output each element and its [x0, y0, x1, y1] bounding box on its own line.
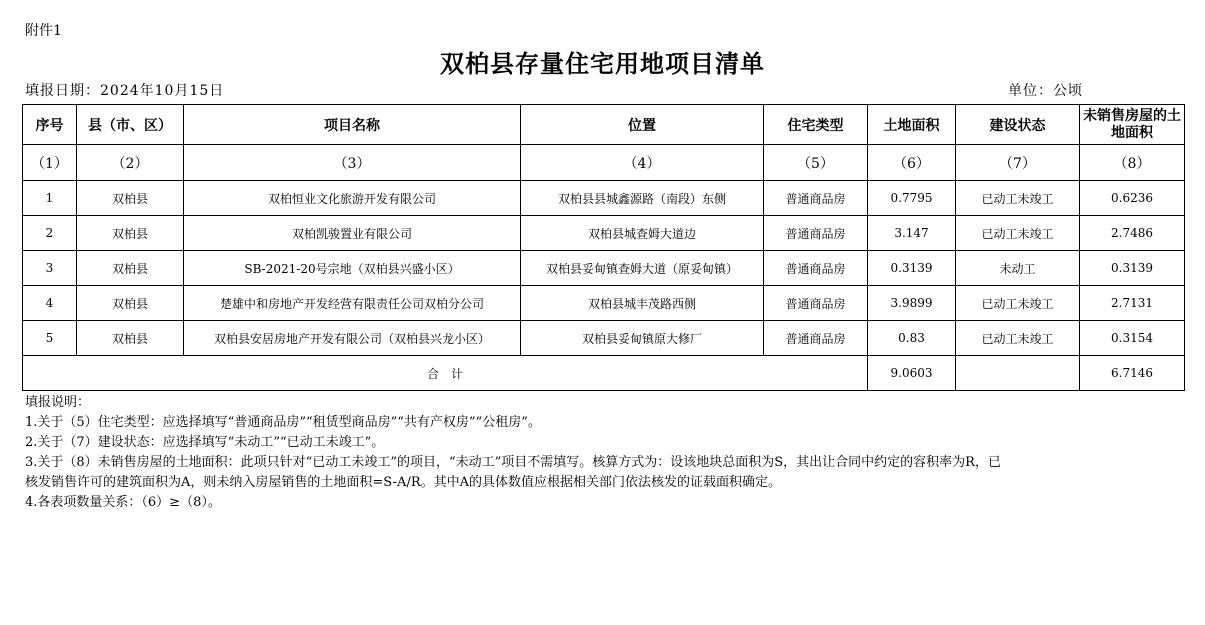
- cell-status: 已动工未竣工: [956, 216, 1080, 251]
- cell-unsold-area: 0.3139: [1080, 251, 1185, 286]
- cell-housing-type: 普通商品房: [764, 286, 868, 321]
- note-item: 核发销售许可的建筑面积为A，则未纳入房屋销售的土地面积=S-A/R。其中A的具体数值应根据相关部门依法核发的证载面积确定。: [25, 475, 782, 490]
- table-row: [23, 286, 1185, 321]
- cell-location: 双柏县县城鑫源路（南段）东侧: [521, 181, 764, 216]
- cell-county: 双柏县: [77, 251, 184, 286]
- header-cell: 未销售房屋的土地面积: [1080, 105, 1185, 145]
- index-cell: （5）: [764, 145, 868, 181]
- index-cell: （4）: [521, 145, 764, 181]
- cell-county: 双柏县: [77, 321, 184, 356]
- cell-index: 5: [23, 321, 77, 356]
- cell-project-name: 楚雄中和房地产开发经营有限责任公司双柏分公司: [184, 286, 521, 321]
- cell-county: 双柏县: [77, 216, 184, 251]
- table-row: [23, 181, 1185, 216]
- table-row: [23, 251, 1185, 286]
- total-land-area: 9.0603: [868, 356, 956, 391]
- cell-land-area: 0.83: [868, 321, 956, 356]
- header-cell: 建设状态: [956, 105, 1080, 145]
- cell-land-area: 0.7795: [868, 181, 956, 216]
- header-cell: 土地面积: [868, 105, 956, 145]
- index-cell: （3）: [184, 145, 521, 181]
- cell-index: 4: [23, 286, 77, 321]
- cell-project-name: 双柏凯骏置业有限公司: [184, 216, 521, 251]
- header-cell: 序号: [23, 105, 77, 145]
- cell-location: 双柏县城丰茂路西侧: [521, 286, 764, 321]
- table-row: [23, 321, 1185, 356]
- cell-index: 3: [23, 251, 77, 286]
- total-label: 合 计: [23, 356, 868, 391]
- cell-unsold-area: 2.7131: [1080, 286, 1185, 321]
- header-cell: 县（市、区）: [77, 105, 184, 145]
- cell-location: 双柏县城查姆大道边: [521, 216, 764, 251]
- cell-unsold-area: 2.7486: [1080, 216, 1185, 251]
- cell-county: 双柏县: [77, 286, 184, 321]
- header-cell: 住宅类型: [764, 105, 868, 145]
- cell-index: 1: [23, 181, 77, 216]
- cell-location: 双柏县妥甸镇原大修厂: [521, 321, 764, 356]
- table-index-row: [23, 145, 1185, 181]
- page-title: 双柏县存量住宅用地项目清单: [440, 49, 765, 78]
- cell-status: 未动工: [956, 251, 1080, 286]
- attachment-label: 附件1: [25, 23, 62, 39]
- project-table: [22, 104, 1185, 391]
- cell-location: 双柏县妥甸镇查姆大道（原妥甸镇）: [521, 251, 764, 286]
- header-cell: 项目名称: [184, 105, 521, 145]
- total-row: [23, 356, 1185, 391]
- cell-project-name: SB-2021-20号宗地（双柏县兴盛小区）: [184, 251, 521, 286]
- notes-heading: 填报说明：: [25, 395, 91, 410]
- cell-housing-type: 普通商品房: [764, 321, 868, 356]
- note-item: 1.关于（5）住宅类型：应选择填写“普通商品房”“租赁型商品房”“共有产权房”“公租房”。: [25, 415, 541, 430]
- cell-status: 已动工未竣工: [956, 181, 1080, 216]
- note-item: 4.各表项数量关系：（6）≥（8）。: [25, 495, 221, 510]
- index-cell: （1）: [23, 145, 77, 181]
- note-item: 2.关于（7）建设状态：应选择填写“未动工”“已动工未竣工”。: [25, 435, 385, 450]
- cell-unsold-area: 0.6236: [1080, 181, 1185, 216]
- index-cell: （7）: [956, 145, 1080, 181]
- fill-instructions: [25, 393, 1190, 513]
- cell-status: 已动工未竣工: [956, 286, 1080, 321]
- cell-project-name: 双柏县安居房地产开发有限公司（双柏县兴龙小区）: [184, 321, 521, 356]
- total-unsold-area: 6.7146: [1080, 356, 1185, 391]
- cell-unsold-area: 0.3154: [1080, 321, 1185, 356]
- cell-housing-type: 普通商品房: [764, 216, 868, 251]
- cell-project-name: 双柏恒业文化旅游开发有限公司: [184, 181, 521, 216]
- index-cell: （2）: [77, 145, 184, 181]
- fill-date: 填报日期：2024年10月15日: [25, 83, 225, 99]
- cell-status: 已动工未竣工: [956, 321, 1080, 356]
- header-cell: 位置: [521, 105, 764, 145]
- cell-county: 双柏县: [77, 181, 184, 216]
- cell-housing-type: 普通商品房: [764, 251, 868, 286]
- cell-land-area: 0.3139: [868, 251, 956, 286]
- unit-label: 单位：公顷: [1008, 83, 1083, 99]
- index-cell: （6）: [868, 145, 956, 181]
- table-row: [23, 216, 1185, 251]
- cell-land-area: 3.9899: [868, 286, 956, 321]
- cell-land-area: 3.147: [868, 216, 956, 251]
- note-item: 3.关于（8）未销售房屋的土地面积：此项只针对“已动工未竣工”的项目，“未动工”项目不需填写。核算方式为：设该地块总面积为S，其出让合同中约定的容积率为R，已: [25, 455, 1001, 470]
- cell-housing-type: 普通商品房: [764, 181, 868, 216]
- index-cell: （8）: [1080, 145, 1185, 181]
- table-header-row: [23, 105, 1185, 145]
- total-empty-cell: [956, 356, 1080, 391]
- cell-index: 2: [23, 216, 77, 251]
